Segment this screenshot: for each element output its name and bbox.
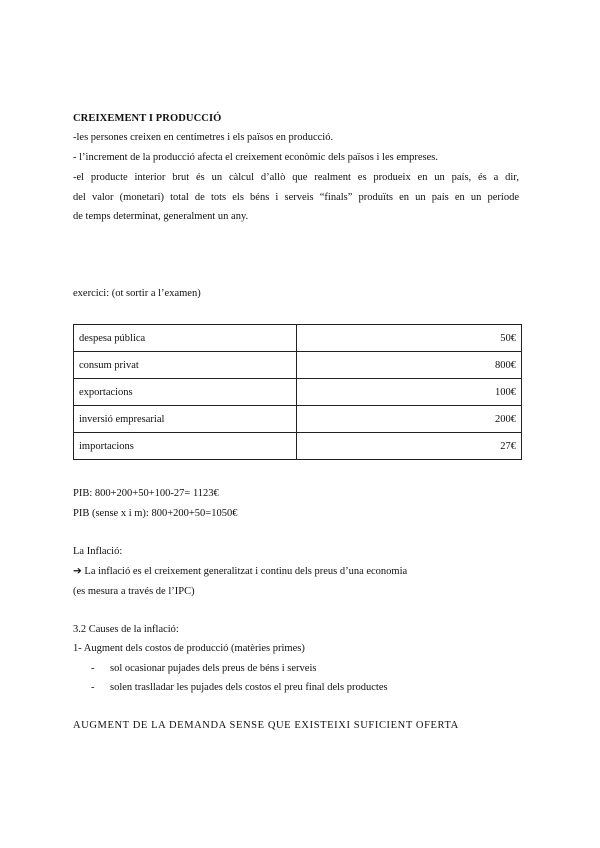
bullet-text: sol ocasionar pujades dels preus de béns i serveis bbox=[110, 663, 317, 674]
table-row bbox=[74, 433, 522, 460]
paragraph-line: -el producte interior brut és un càlcul d’allò que realment es produeix en un país, és a dir, bbox=[73, 172, 519, 183]
bullet-marker: - bbox=[91, 682, 95, 693]
table-cell-value: 27€ bbox=[297, 433, 522, 460]
table-cell-label: despesa pública bbox=[74, 325, 297, 352]
causes-heading: 3.2 Causes de la inflació: bbox=[73, 624, 179, 635]
table-row bbox=[74, 406, 522, 433]
cause-item: 1- Augment dels costos de producció (matèries primes) bbox=[73, 643, 305, 654]
inflation-heading: La Inflació: bbox=[73, 546, 123, 557]
table-cell-value: 100€ bbox=[297, 379, 522, 406]
pib-calculation-without-trade: PIB (sense x i m): 800+200+50=1050€ bbox=[73, 508, 238, 519]
paragraph-line: - l’increment de la producció afecta el creixement econòmic dels països i les empreses. bbox=[73, 152, 439, 163]
paragraph-line: -les persones creixen en centímetres i els països en producció. bbox=[73, 132, 334, 143]
paragraph-line: de temps determinat, generalment un any. bbox=[73, 211, 249, 222]
table-row bbox=[74, 325, 522, 352]
table-cell-label: exportacions bbox=[74, 379, 297, 406]
bullet-marker: - bbox=[91, 663, 95, 674]
table-cell-label: inversió empresarial bbox=[74, 406, 297, 433]
table-cell-label: importacions bbox=[74, 433, 297, 460]
gdp-components-table bbox=[73, 324, 522, 460]
table-row bbox=[74, 352, 522, 379]
bullet-item bbox=[91, 681, 491, 695]
table-cell-value: 50€ bbox=[297, 325, 522, 352]
paragraph-line: del valor (monetari) total de tots els béns i serveis “finals” produïts en un país en un període bbox=[73, 192, 519, 203]
table-cell-value: 800€ bbox=[297, 352, 522, 379]
table-row bbox=[74, 379, 522, 406]
bullet-item bbox=[91, 662, 491, 676]
inflation-definition: ➔ La inflació es el creixement generalitzat i continu dels preus d’una economia bbox=[73, 566, 408, 577]
bullet-text: solen traslladar les pujades dels costos el preu final dels productes bbox=[110, 682, 388, 693]
exercise-heading: exercici: (ot sortir a l’examen) bbox=[73, 288, 201, 299]
pib-calculation: PIB: 800+200+50+100-27= 1123€ bbox=[73, 488, 219, 499]
demand-heading: AUGMENT DE LA DEMANDA SENSE QUE EXISTEIXI SUFICIENT OFERTA bbox=[73, 720, 459, 731]
table-cell-label: consum privat bbox=[74, 352, 297, 379]
inflation-note: (es mesura a través de l’IPC) bbox=[73, 586, 195, 597]
table-cell-value: 200€ bbox=[297, 406, 522, 433]
section-title: CREIXEMENT I PRODUCCIÓ bbox=[73, 113, 222, 124]
